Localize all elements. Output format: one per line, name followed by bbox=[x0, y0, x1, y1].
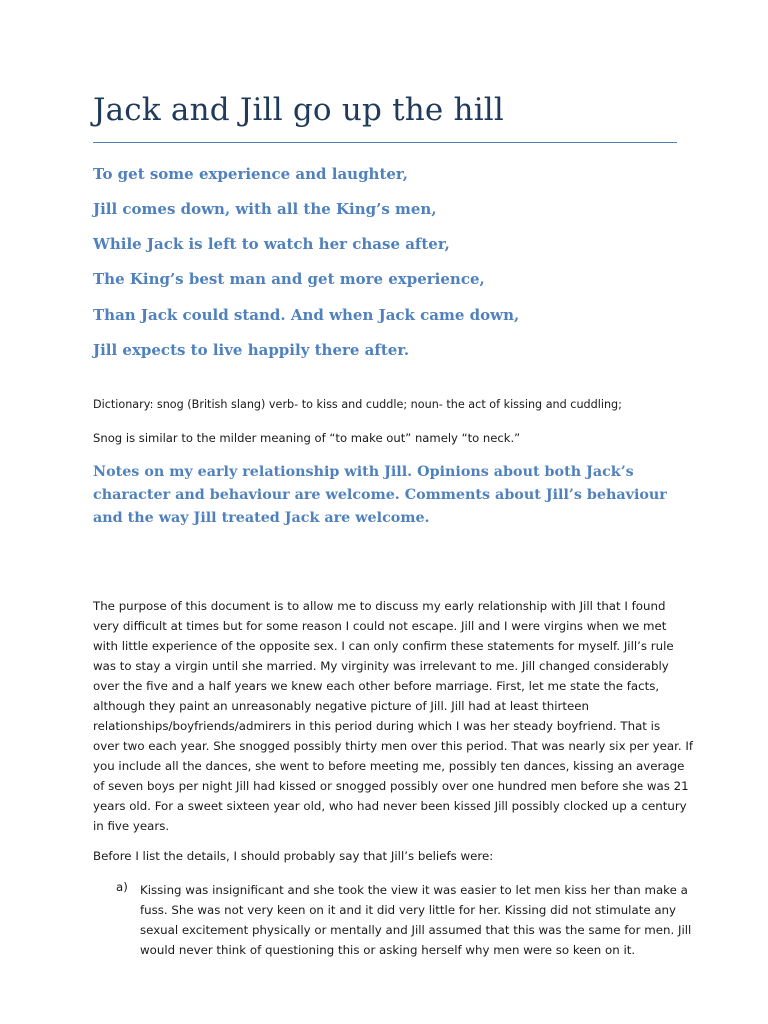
poem-line-1: To get some experience and laughter, bbox=[93, 165, 408, 183]
paragraph-line: over two each year. She snogged possibly thirty men over this period. That was nearly six per year. If bbox=[93, 739, 694, 753]
beliefs-intro: Before I list the details, I should probably say that Jill’s beliefs were: bbox=[93, 849, 494, 863]
notes-heading bbox=[93, 461, 673, 530]
paragraph-line: of seven boys per night Jill had kissed or snogged possibly over one hundred men before she was 21 bbox=[93, 779, 689, 793]
poem-line-2: Jill comes down, with all the King’s men, bbox=[93, 200, 437, 218]
notes-line: character and behaviour are welcome. Comments about Jill’s behaviour bbox=[93, 487, 667, 503]
title-underline-rule bbox=[93, 142, 677, 143]
paragraph-line: was to stay a virgin until she married. My virginity was irrelevant to me. Jill changed considerably bbox=[93, 659, 669, 673]
paragraph-line: although they paint an unreasonably negative picture of Jill. Jill had at least thirteen bbox=[93, 699, 589, 713]
paragraph-line: over the five and a half years we knew each other before marriage. First, let me state the facts, bbox=[93, 679, 660, 693]
paragraph-line: with little experience of the opposite sex. I can only confirm these statements for myself. Jill’s rule bbox=[93, 639, 674, 653]
list-item-line: would never think of questioning this or asking herself why men were so keen on it. bbox=[140, 943, 636, 957]
dictionary-definition: Dictionary: snog (British slang) verb- to kiss and cuddle; noun- the act of kissing and cuddling; bbox=[93, 398, 622, 411]
poem-line-3: While Jack is left to watch her chase after, bbox=[93, 235, 450, 253]
list-marker-a: a) bbox=[116, 880, 128, 894]
list-item-line: fuss. She was not very keen on it and it did very little for her. Kissing did not stimulate any bbox=[140, 903, 677, 917]
paragraph-line: years old. For a sweet sixteen year old, who had never been kissed Jill possibly clocked up a century bbox=[93, 799, 687, 813]
paragraph-line: relationships/boyfriends/admirers in this period during which I was her steady boyfriend. That is bbox=[93, 719, 661, 733]
list-item-line: Kissing was insignificant and she took the view it was easier to let men kiss her than make a bbox=[140, 883, 688, 897]
paragraph-line: very difficult at times but for some reason I could not escape. Jill and I were virgins when we met bbox=[93, 619, 667, 633]
notes-line: and the way Jill treated Jack are welcome. bbox=[93, 510, 430, 526]
poem-line-5: Than Jack could stand. And when Jack came down, bbox=[93, 306, 520, 324]
paragraph-line: you include all the dances, she went to before meeting me, possibly ten dances, kissing an average bbox=[93, 759, 685, 773]
notes-line: Notes on my early relationship with Jill. Opinions about both Jack’s bbox=[93, 464, 634, 480]
poem-line-6: Jill expects to live happily there after. bbox=[93, 341, 410, 359]
paragraph-line: The purpose of this document is to allow me to discuss my early relationship with Jill that I found bbox=[93, 599, 666, 613]
snog-explanation: Snog is similar to the milder meaning of “to make out” namely “to neck.” bbox=[93, 431, 521, 445]
document-title: Jack and Jill go up the hill bbox=[93, 92, 505, 128]
purpose-paragraph bbox=[93, 596, 694, 836]
list-item-line: sexual excitement physically or mentally and Jill assumed that this was the same for men. Jill bbox=[140, 923, 692, 937]
poem-line-4: The King’s best man and get more experience, bbox=[93, 270, 485, 288]
paragraph-line: in five years. bbox=[93, 819, 170, 833]
list-item-a bbox=[140, 880, 692, 960]
